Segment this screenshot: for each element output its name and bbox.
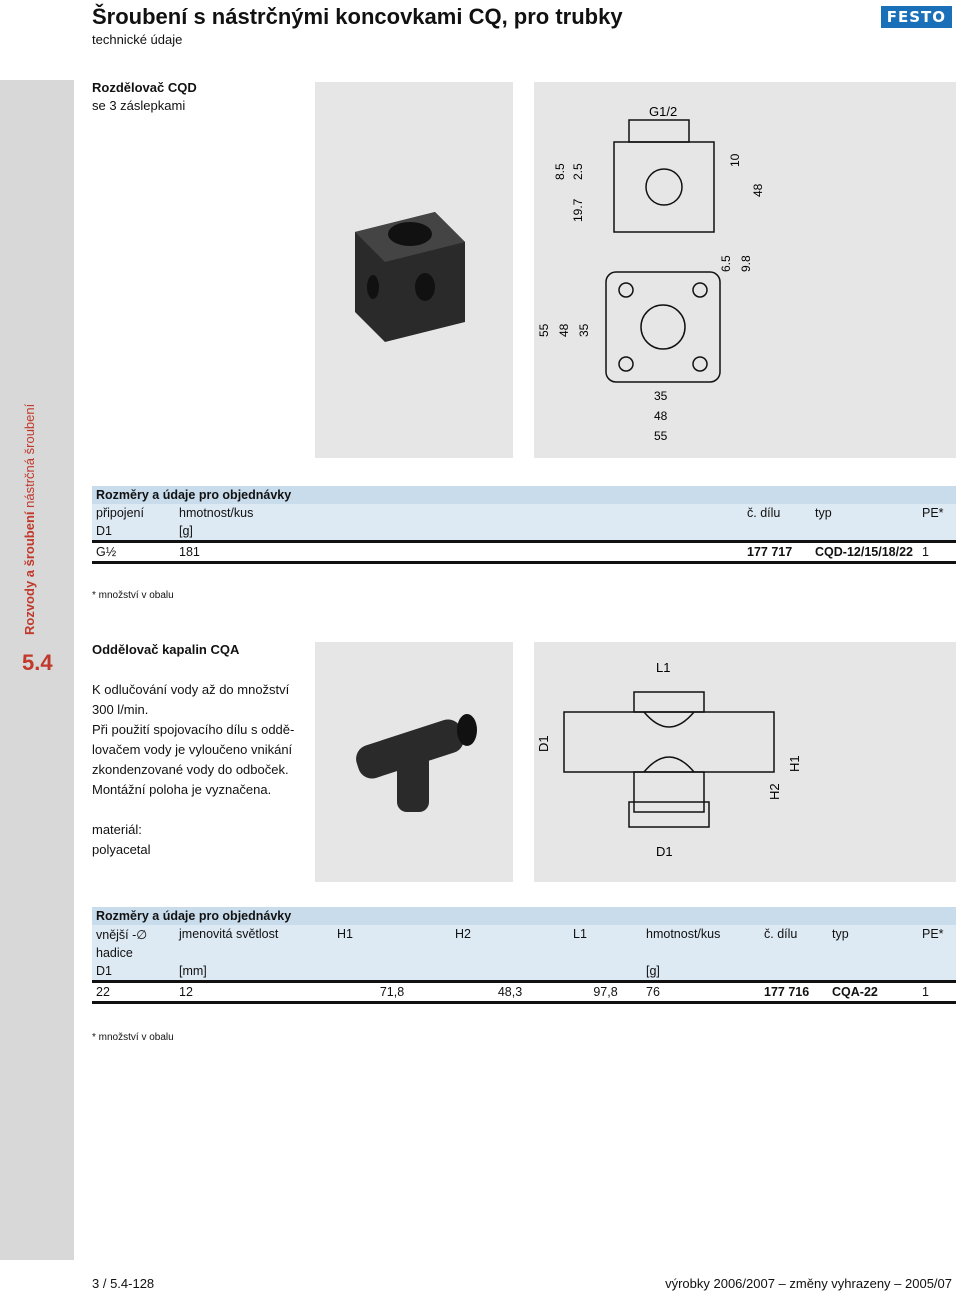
cell-hmotnost2: 76	[642, 982, 760, 1003]
product-photo-cqd	[315, 82, 513, 458]
cell-l1: 97,8	[569, 982, 642, 1003]
cell-d1: 22	[92, 982, 175, 1003]
dim-197: 19.7	[571, 198, 585, 222]
cell-cdilu: 177 717	[743, 542, 811, 563]
th-g: [g]	[179, 524, 193, 538]
page-title: Šroubení s nástrčnými koncovkami CQ, pro trubky	[92, 4, 623, 29]
th-mm: [mm]	[179, 964, 207, 978]
footnote-1: * množství v obalu	[92, 590, 174, 601]
th-g2: [g]	[646, 964, 660, 978]
page-subtitle: technické údaje	[92, 32, 183, 47]
text-line: Montážní poloha je vyznačena.	[92, 782, 272, 797]
th-d1-2: D1	[96, 964, 112, 978]
cell-h1: 71,8	[333, 982, 451, 1003]
cqa-photo-svg	[315, 642, 513, 882]
material-value: polyacetal	[92, 842, 151, 857]
dim-65: 6.5	[719, 255, 733, 272]
dim-55v: 55	[537, 323, 551, 337]
drawing-cqd	[534, 82, 956, 458]
dim-48: 48	[751, 183, 765, 197]
dim-98: 9.8	[739, 255, 753, 272]
text-line: 300 l/min.	[92, 702, 149, 717]
sidebar-label-a: Rozvody a šroubení	[22, 511, 37, 635]
dim-d1-h: D1	[656, 844, 673, 859]
cqd-photo-svg	[315, 82, 513, 458]
cell-typ2: CQA-22	[828, 982, 918, 1003]
dim-85: 8.5	[553, 163, 567, 180]
th-cdilu: č. dílu	[747, 506, 781, 520]
cqa-drawing-svg	[534, 642, 956, 882]
drawing-cqa	[534, 642, 956, 882]
text-line: lovačem vody je vyloučeno vnikání	[92, 742, 293, 757]
cell-cdilu2: 177 716	[760, 982, 828, 1003]
th-d1: D1	[96, 524, 112, 538]
dim-48h: 48	[654, 409, 668, 423]
festo-logo: FESTO	[881, 6, 952, 28]
th-svetlost: jmenovitá světlost	[179, 927, 279, 941]
th-cdilu2: č. dílu	[764, 927, 798, 941]
cell-svetlost: 12	[175, 982, 333, 1003]
material-label: materiál:	[92, 822, 142, 837]
dim-10: 10	[728, 153, 742, 167]
th-h2: H2	[455, 927, 471, 941]
th-hmotnost: hmotnost/kus	[179, 506, 254, 520]
order-table-cqa	[92, 907, 956, 1004]
section1-sub: se 3 záslepkami	[92, 98, 186, 113]
dim-l1: L1	[656, 660, 671, 675]
th-typ2: typ	[832, 927, 849, 941]
cell-typ: CQD-12/15/18/22	[811, 542, 918, 563]
page-number: 3 / 5.4-128	[92, 1276, 155, 1291]
footnote-2: * množství v obalu	[92, 1032, 174, 1043]
th-hadice: hadice	[96, 946, 133, 960]
sidebar-number: 5.4	[22, 650, 53, 675]
dim-g12: G1/2	[649, 104, 678, 119]
th-vnejsi: vnější -∅	[96, 928, 148, 942]
cqd-drawing-svg	[534, 82, 956, 458]
section2-text	[92, 680, 294, 800]
table1-caption: Rozměry a údaje pro objednávky	[96, 488, 292, 502]
table-row	[92, 982, 956, 1003]
th-pripojeni: připojení	[96, 506, 144, 520]
section2-heading: Oddělovač kapalin CQA	[92, 642, 240, 657]
dim-35v: 35	[577, 323, 591, 337]
sidebar-label	[22, 404, 37, 635]
cell-hmotnost: 181	[175, 542, 743, 563]
cell-h2: 48,3	[451, 982, 569, 1003]
dim-48v: 48	[557, 323, 571, 337]
dim-35h: 35	[654, 389, 668, 403]
order-table-cqd	[92, 486, 956, 564]
cell-pe: 1	[918, 542, 956, 563]
text-line: zkondenzované vody do odboček.	[92, 762, 289, 777]
table-row	[92, 542, 956, 563]
th-pe2: PE*	[922, 927, 944, 941]
material-block	[92, 820, 151, 860]
product-photo-cqa	[315, 642, 513, 882]
text-line: Při použití spojovacího dílu s oddě-	[92, 722, 295, 737]
th-pe: PE*	[922, 506, 944, 520]
cell-pe2: 1	[918, 982, 956, 1003]
th-h1: H1	[337, 927, 353, 941]
footer-note: výrobky 2006/2007 – změny vyhrazeny – 2005/07	[665, 1276, 952, 1291]
sidebar-label-b: nástrčná šroubení	[22, 403, 37, 508]
table2-caption: Rozměry a údaje pro objednávky	[96, 909, 292, 923]
th-l1: L1	[573, 927, 587, 941]
dim-d1-v: D1	[536, 735, 551, 752]
dim-25: 2.5	[571, 163, 585, 180]
th-hmotnost2: hmotnost/kus	[646, 927, 721, 941]
th-typ: typ	[815, 506, 832, 520]
dim-h1: H1	[787, 755, 802, 772]
dim-55h: 55	[654, 429, 668, 443]
text-line: K odlučování vody až do množství	[92, 682, 290, 697]
dim-h2: H2	[767, 783, 782, 800]
section1-heading: Rozdělovač CQD	[92, 80, 197, 95]
cell-pripojeni: G½	[92, 542, 175, 563]
